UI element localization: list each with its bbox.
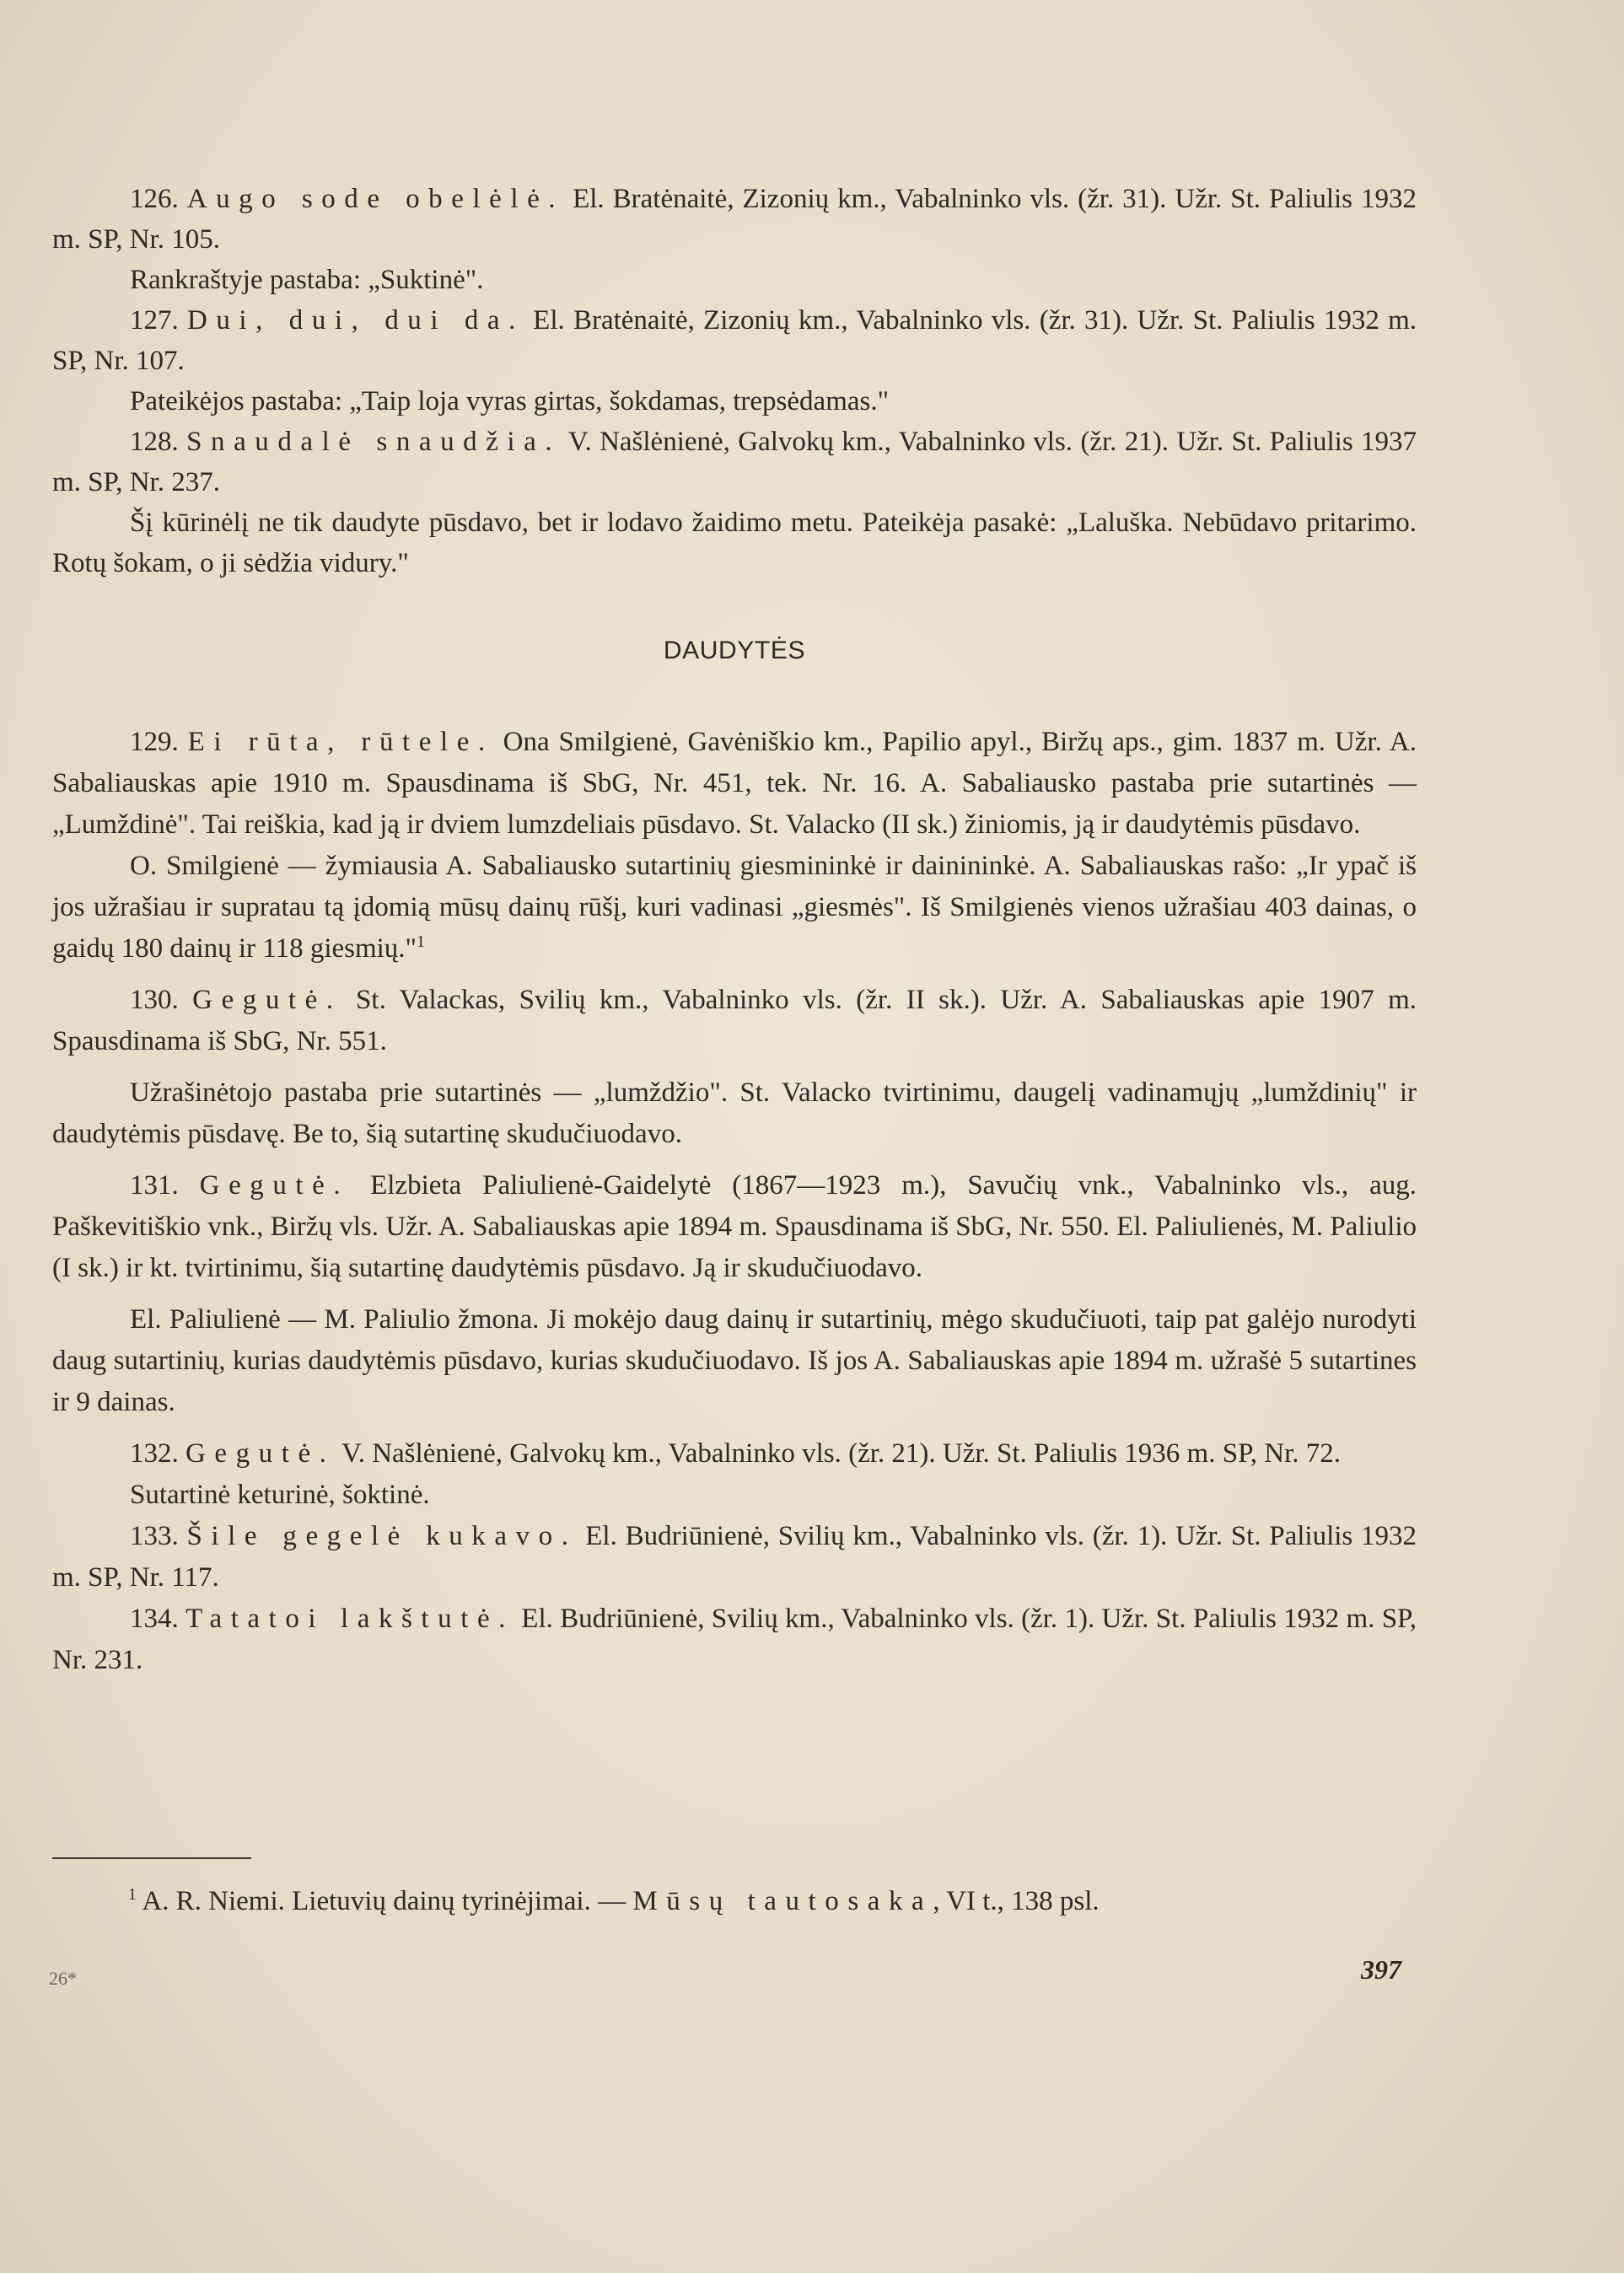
entry-details: El. Bratėnaitė, Zizonių km., Vabalninko vls. (žr. 31). Užr. St. Paliulis 1932 m. SP, Nr. 107. [52,305,1417,376]
footnote-text: A. R. Niemi. Lietuvių dainų tyrinėjimai. — [136,1886,633,1916]
entry-number: 129. [130,727,179,757]
entry-number: 127. [130,305,179,336]
entry-126 [52,179,1417,260]
entry-number: 133. [130,1521,179,1551]
entry-130 [52,980,1417,1062]
note-text: O. Smilgienė — žymiausia A. Sabaliausko sutartinių giesmininkė ir dainininkė. A. Sabaliauskas rašo: „Ir ypač iš jos užrašiau ir supratau tą įdomią mūsų dainų rūšį, kuri vadinasi „giesmės". Iš Smilgienės vienos užrašiau 403 dainas, o gaidų 180 dainų ir 118 giesmių." [52,851,1417,964]
text-block-top [52,179,1417,583]
entry-title: Dui, dui, dui da. [186,305,524,336]
footnote-source-title: Mūsų tautosaka [632,1886,933,1916]
entry-details: V. Našlėnienė, Galvokų km., Vabalninko vls. (žr. 21). Užr. St. Paliulis 1937 m. SP, Nr. 237. [52,427,1417,497]
entry-134 [52,1599,1417,1681]
entry-number: 128. [130,427,179,457]
signature-mark: 26* [49,1968,77,1989]
entry-number: 126. [130,184,179,214]
entry-132 [52,1433,1417,1475]
entry-133 [52,1516,1417,1599]
entry-note: Šį kūrinėlį ne tik daudyte pūsdavo, bet ir lodavo žaidimo metu. Pateikėja pasakė: „Laluška. Nebūdavo pritarimo. Rotų šokam, o ji sėdžia vidury." [52,508,1417,578]
entry-details: V. Našlėnienė, Galvokų km., Vabalninko vls. (žr. 21). Užr. St. Paliulis 1936 m. SP, Nr. 72. [335,1438,1342,1469]
entry-number: 130. [130,985,179,1015]
footnote-mark: 1 [128,1885,137,1904]
text-block-main [52,722,1417,1681]
entry-title: Augo sode obelėlė. [186,184,565,214]
entry-title: Gegutė. [199,1170,350,1201]
section-heading: DAUDYTĖS [663,637,806,664]
entry-details: St. Valackas, Svilių km., Vabalninko vls. (žr. II sk.). Užr. A. Sabaliauskas apie 1907 m. Spausdinama iš SbG, Nr. 551. [52,985,1417,1056]
entry-title: Ei rūta, rūtele. [187,727,494,757]
entry-title: Šile gegelė kukavo. [186,1521,578,1551]
entry-details: El. Budriūnienė, Svilių km., Vabalninko vls. (žr. 1). Užr. St. Paliulis 1932 m. SP, Nr. 231. [52,1604,1417,1675]
entry-note: Užrašinėtojo pastaba prie sutartinės — „lumždžio". St. Valacko tvirtinimu, daugelį vadinamųjų „lumždinių" ir daudytėmis pūsdavę. Be to, šią sutartinę skudučiuodavo. [52,1077,1417,1149]
entry-128 [52,422,1417,502]
entry-number: 132. [130,1438,179,1469]
footnote-text-end: , VI t., 138 psl. [933,1886,1100,1916]
entry-number: 134. [130,1604,179,1634]
entry-note: Sutartinė keturinė, šoktinė. [130,1480,430,1510]
footnote-divider [52,1857,251,1859]
page-number: 397 [1361,1954,1401,1985]
entry-127 [52,300,1417,381]
entry-title: Snaudalė snaudžia. [186,427,562,457]
entry-title: Gegutė. [186,1438,336,1469]
entry-note: El. Paliulienė — M. Paliulio žmona. Ji mokėjo daug dainų ir sutartinių, mėgo skudučiuoti, taip pat galėjo nurodyti daug sutartinių, kurias daudytėmis pūsdavo, kurias skudučiuodavo. Iš jos A. Sabaliauskas apie 1894 m. užrašė 5 sutartines ir 9 dainas. [52,1304,1417,1417]
entry-note: Rankraštyje pastaba: „Suktinė". [130,265,484,295]
entry-note [52,846,1417,970]
entry-details: Elzbieta Paliulienė-Gaidelytė (1867—1923 m.), Savučių vnk., Vabalninko vls., aug. Paškevitiškio vnk., Biržų vls. Užr. A. Sabaliauskas apie 1894 m. Spausdinama iš SbG, Nr. 550. El. Paliulienės, M. Paliulio (I sk.) ir kt. tvirtinimu, šią sutartinę daudytėmis pūsdavo. Ją ir skudučiuodavo. [52,1170,1417,1283]
entry-129 [52,722,1417,846]
entry-title: Gegutė. [192,985,342,1015]
entry-number: 131. [130,1170,179,1201]
entry-131 [52,1165,1417,1289]
entry-details: El. Bratėnaitė, Zizonių km., Vabalninko vls. (žr. 31). Užr. St. Paliulis 1932 m. SP, Nr. 105. [52,184,1417,255]
entry-details: Ona Smilgienė, Gavėniškio km., Papilio apyl., Biržų aps., gim. 1837 m. Užr. A. Sabaliauskas apie 1910 m. Spausdinama iš SbG, Nr. 451, tek. Nr. 16. A. Sabaliausko pastaba prie sutartinės — „Lumždinė". Tai reiškia, kad ją ir dviem lumzdeliais pūsdavo. St. Valacko (II sk.) žiniomis, ją ir daudytėmis pūsdavo. [52,727,1417,840]
footnote [128,1882,1410,1921]
entry-title: Tatatoi lakštutė. [186,1604,514,1634]
entry-details: El. Budriūnienė, Svilių km., Vabalninko vls. (žr. 1). Užr. St. Paliulis 1932 m. SP, Nr. 117. [52,1521,1417,1593]
section [52,631,1417,671]
entry-note: Pateikėjos pastaba: „Taip loja vyras girtas, šokdamas, trepsėdamas." [130,386,890,416]
footnote-ref[interactable]: 1 [417,932,425,951]
